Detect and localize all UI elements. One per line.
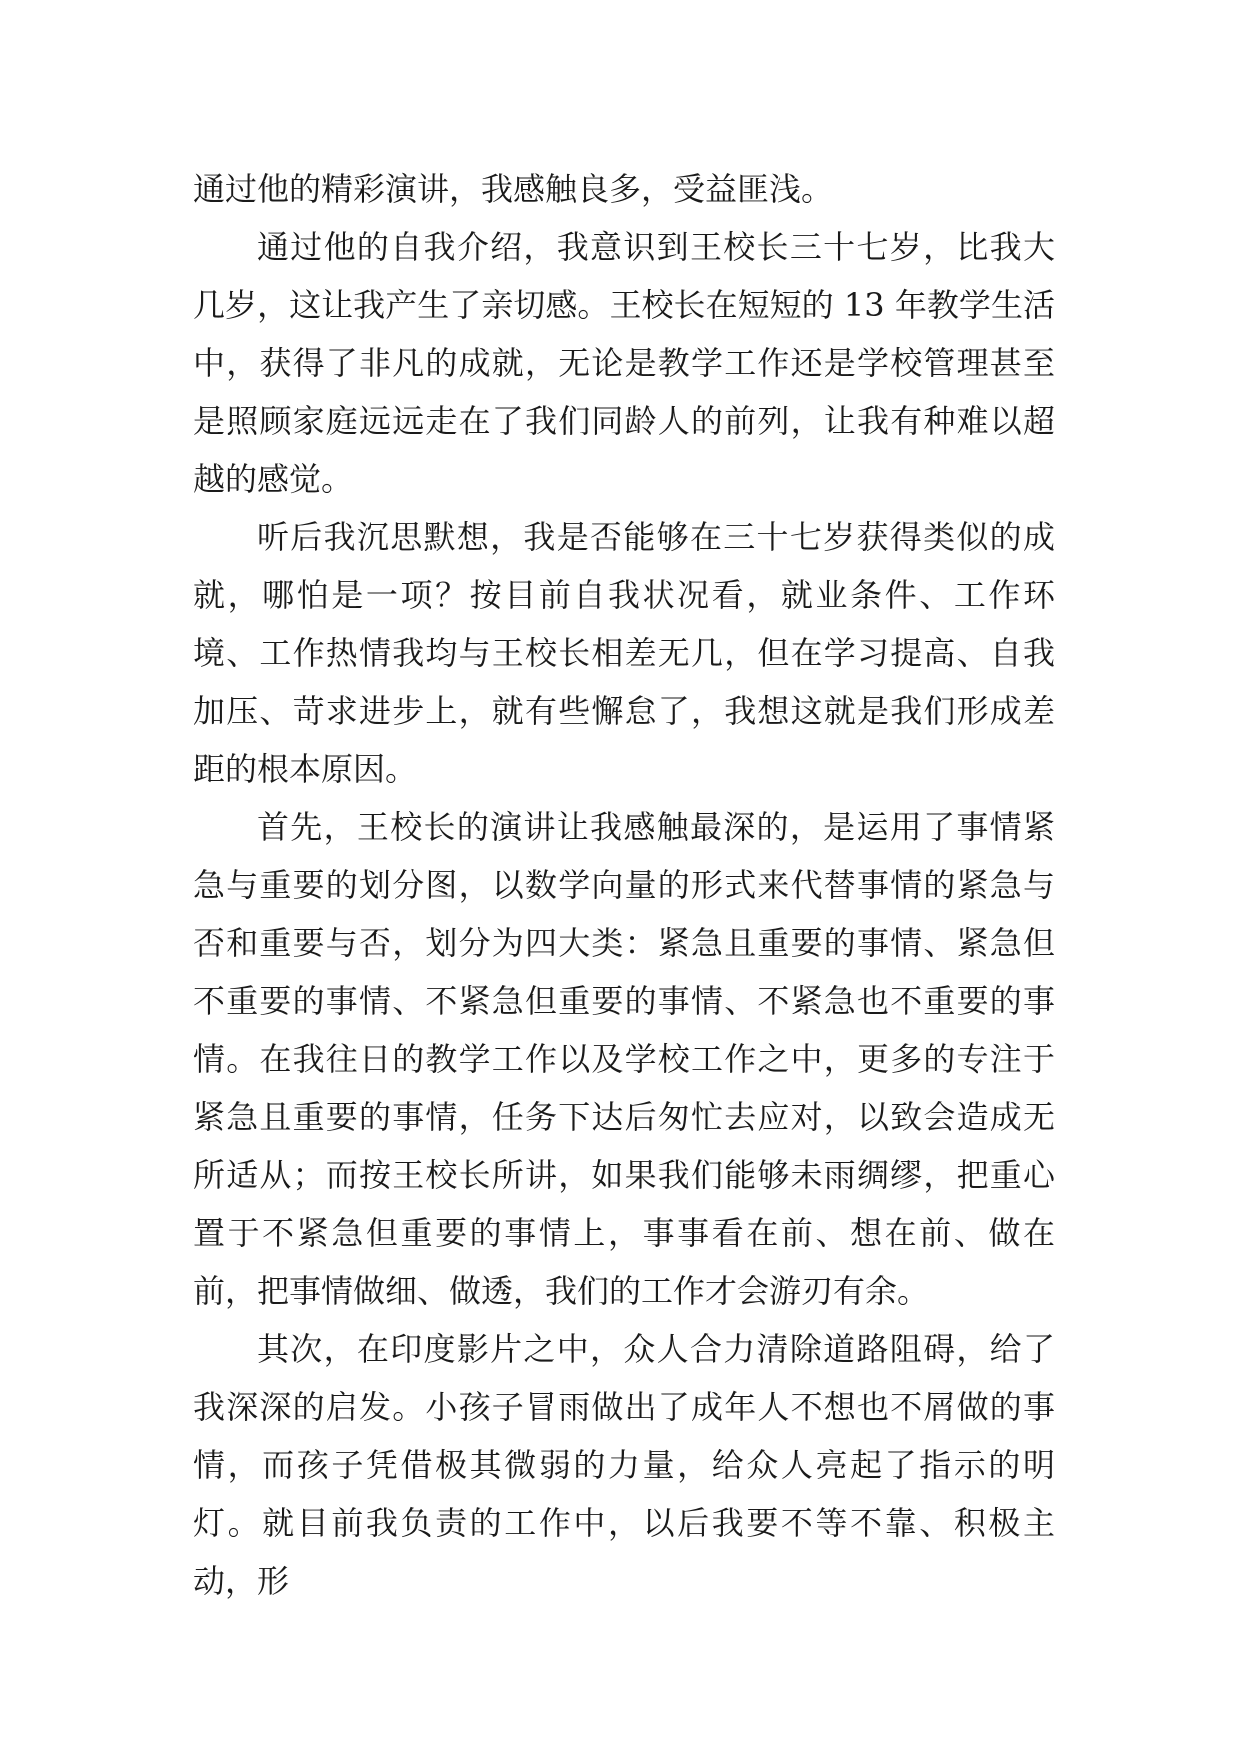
paragraph-2: 通过他的自我介绍，我意识到王校长三十七岁，比我大几岁，这让我产生了亲切感。王校长在短短的 13 年教学生活中，获得了非凡的成就，无论是教学工作还是学校管理甚至是照顾家庭远远走在了我们同龄人的前列，让我有种难以超越的感觉。	[193, 228, 1055, 498]
paragraph-4: 首先，王校长的演讲让我感触最深的，是运用了事情紧急与重要的划分图，以数学向量的形式来代替事情的紧急与否和重要与否，划分为四大类：紧急且重要的事情、紧急但不重要的事情、不紧急但重要的事情、不紧急也不重要的事情。在我往日的教学工作以及学校工作之中，更多的专注于紧急且重要的事情，任务下达后匆忙去应对，以致会造成无所适从；而按王校长所讲，如果我们能够未雨绸缪，把重心置于不紧急但重要的事情上，事事看在前、想在前、做在前，把事情做细、做透，我们的工作才会游刃有余。	[193, 808, 1055, 1310]
paragraph-5: 其次，在印度影片之中，众人合力清除道路阻碍，给了我深深的启发。小孩子冒雨做出了成年人不想也不屑做的事情，而孩子凭借极其微弱的力量，给众人亮起了指示的明灯。就目前我负责的工作中，以后我要不等不靠、积极主动，形	[193, 1330, 1055, 1600]
paragraph-1: 通过他的精彩演讲，我感触良多，受益匪浅。	[193, 170, 834, 208]
paragraph-3: 听后我沉思默想，我是否能够在三十七岁获得类似的成就，哪怕是一项？按目前自我状况看，就业条件、工作环境、工作热情我均与王校长相差无几，但在学习提高、自我加压、苛求进步上，就有些懈怠了，我想这就是我们形成差距的根本原因。	[193, 518, 1055, 788]
document-body	[193, 160, 1055, 1610]
